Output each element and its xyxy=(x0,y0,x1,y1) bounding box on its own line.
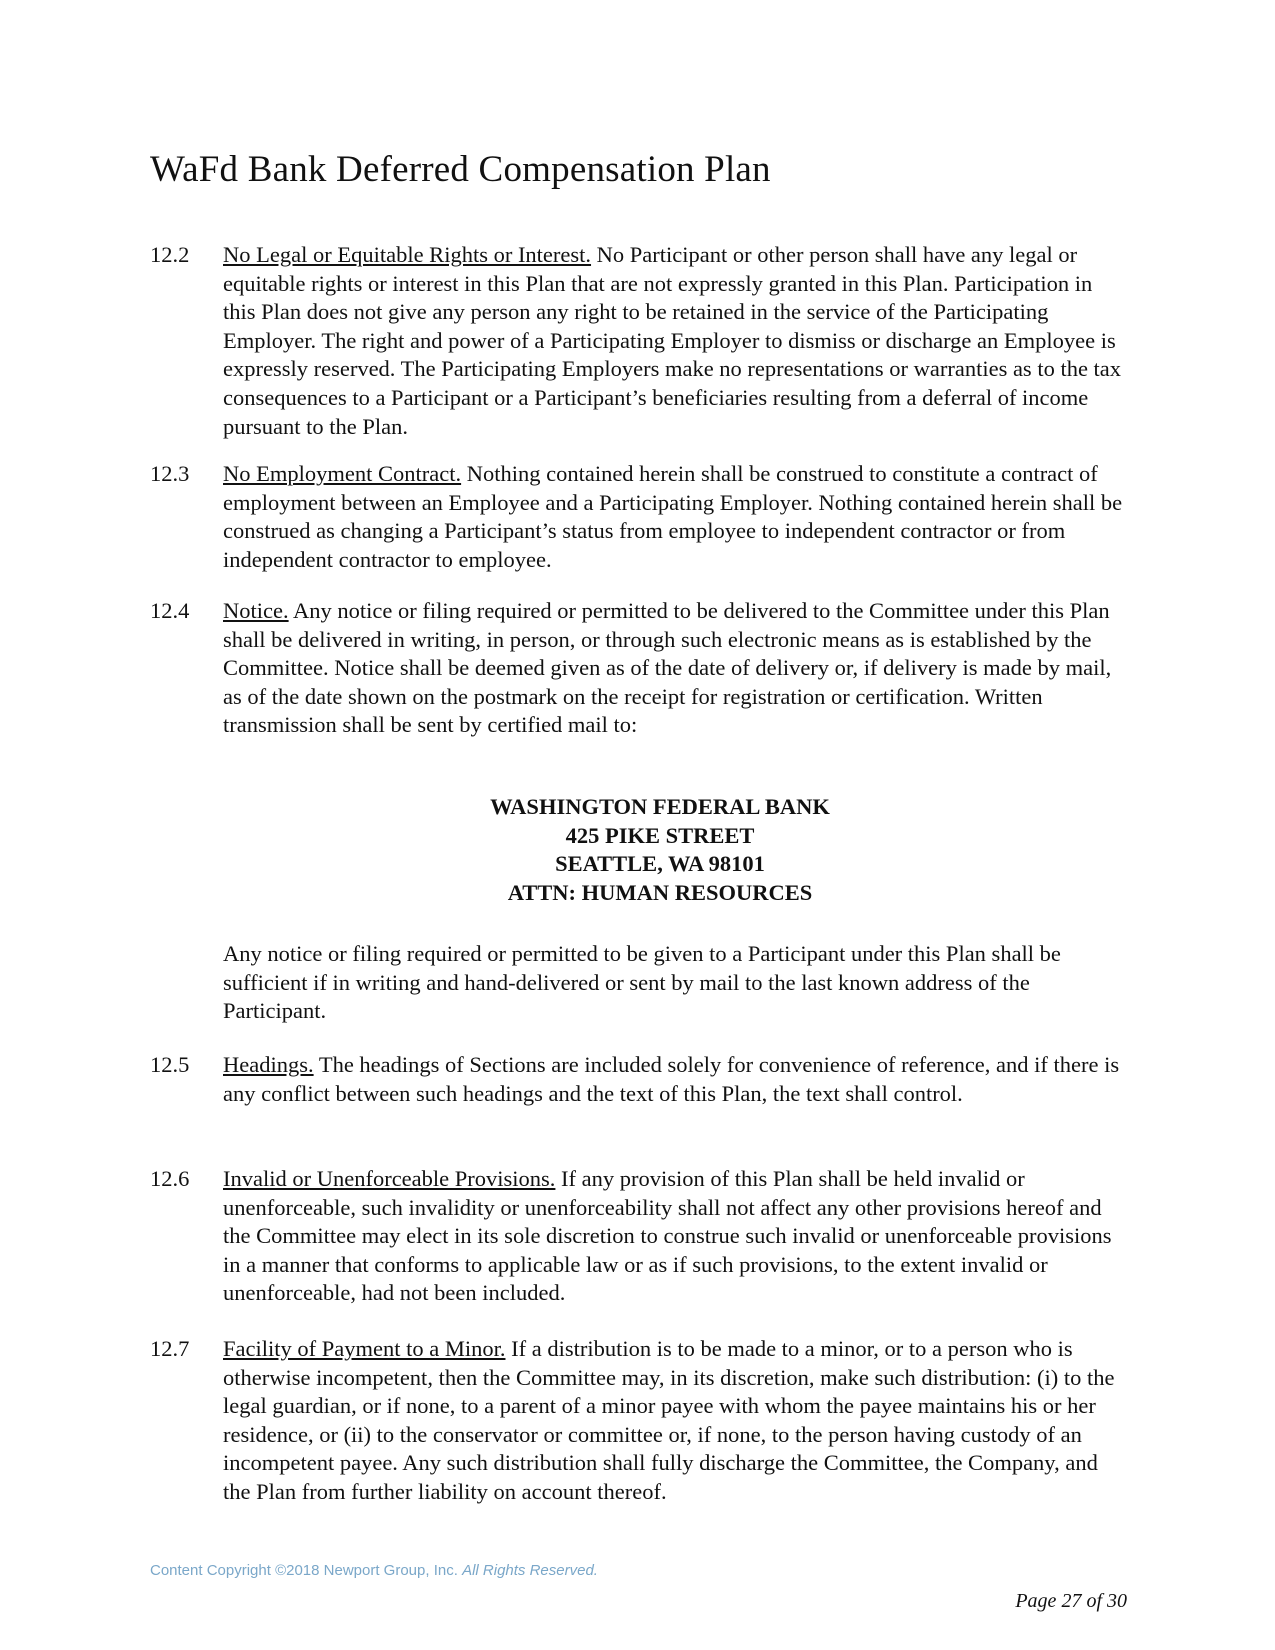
section-text: If any provision of this Plan shall be held invalid or unenforceable, such invalidity or unenforceability shall not affect any other provisions hereof and the Committee may elect in its sole discretion to construe such invalid or unenforceable provisions in a manner that conforms to applicable law or as if such provisions, to the extent invalid or unenforceable, had not been included. xyxy=(223,1166,1112,1306)
notice-followup-paragraph: Any notice or filing required or permitted to be given to a Participant under this Plan shall be sufficient if in writing and hand-delivered or sent by mail to the last known address of the Participant. xyxy=(223,941,1061,1024)
section-number: 12.4 xyxy=(150,598,190,623)
section-text: If a distribution is to be made to a minor, or to a person who is otherwise incompetent, then the Committee may, in its discretion, make such distribution: (i) to the legal guardian, or if none, to a parent of a minor payee with whom the payee maintains his or her residence, or (ii) to the conservator or committee or, if none, to the person having custody of an incompetent payee. Any such distribution shall fully discharge the Committee, the Company, and the Plan from further liability on account thereof. xyxy=(223,1336,1115,1504)
address-line: WASHINGTON FEDERAL BANK xyxy=(490,794,830,819)
section-number: 12.5 xyxy=(150,1052,190,1077)
section-number: 12.2 xyxy=(150,242,190,267)
rights-reserved-text: All Rights Reserved. xyxy=(462,1562,598,1579)
section-number: 12.6 xyxy=(150,1166,190,1191)
section-body xyxy=(223,460,1130,574)
document-title: WaFd Bank Deferred Compensation Plan xyxy=(150,149,771,190)
section-text: Nothing contained herein shall be construed to constitute a contract of employment between an Employee and a Participating Employer. Nothing contained herein shall be construed as changing a Participant’s status from employee to independent contractor or from independent contractor to employee. xyxy=(223,461,1123,572)
section-number: 12.7 xyxy=(150,1336,190,1361)
section-heading: Invalid or Unenforceable Provisions. xyxy=(223,1166,556,1191)
section-number: 12.3 xyxy=(150,461,190,486)
mailing-address xyxy=(150,793,1130,907)
section-body xyxy=(223,1051,1130,1108)
section-12-4 xyxy=(150,597,1130,740)
section-text: Any notice or filing required or permitted to be delivered to the Committee under this Plan shall be delivered in writing, in person, or through such electronic means as is established by the Committee. Notice shall be deemed given as of the date of delivery or, if delivery is made by mail, as of the date shown on the postmark on the receipt for registration or certification. Written transmission shall be sent by certified mail to: xyxy=(223,598,1112,738)
section-12-6 xyxy=(150,1165,1130,1308)
section-heading: No Legal or Equitable Rights or Interest. xyxy=(223,242,592,267)
section-body xyxy=(223,241,1130,441)
section-12-3 xyxy=(150,460,1130,574)
address-line: ATTN: HUMAN RESOURCES xyxy=(507,879,813,905)
section-12-7 xyxy=(150,1335,1130,1507)
section-body xyxy=(223,1335,1130,1507)
section-body xyxy=(223,1165,1130,1308)
section-12-2 xyxy=(150,241,1130,441)
section-body xyxy=(223,597,1130,740)
section-heading: Notice. xyxy=(223,598,289,623)
section-heading: Facility of Payment to a Minor. xyxy=(223,1336,506,1361)
copyright-notice xyxy=(150,1562,598,1579)
page-number: Page 27 of 30 xyxy=(1015,1590,1127,1612)
section-text: No Participant or other person shall have any legal or equitable rights or interest in this Plan that are not expressly granted in this Plan. Participation in this Plan does not give any person any right to be retained in the service of the Participating Employer. The right and power of a Participating Employer to dismiss or discharge an Employee is expressly reserved. The Participating Employers make no representations or warranties as to the tax consequences to a Participant or a Participant’s beneficiaries resulting from a deferral of income pursuant to the Plan. xyxy=(223,242,1122,439)
copyright-text: Content Copyright ©2018 Newport Group, Inc. xyxy=(150,1562,463,1579)
address-line: 425 PIKE STREET xyxy=(565,822,755,848)
section-text: The headings of Sections are included solely for convenience of reference, and if there is any conflict between such headings and the text of this Plan, the text shall control. xyxy=(223,1052,1120,1106)
section-heading: No Employment Contract. xyxy=(223,461,462,486)
section-heading: Headings. xyxy=(223,1052,314,1077)
section-12-5 xyxy=(150,1051,1130,1108)
address-line: SEATTLE, WA 98101 xyxy=(555,851,765,877)
